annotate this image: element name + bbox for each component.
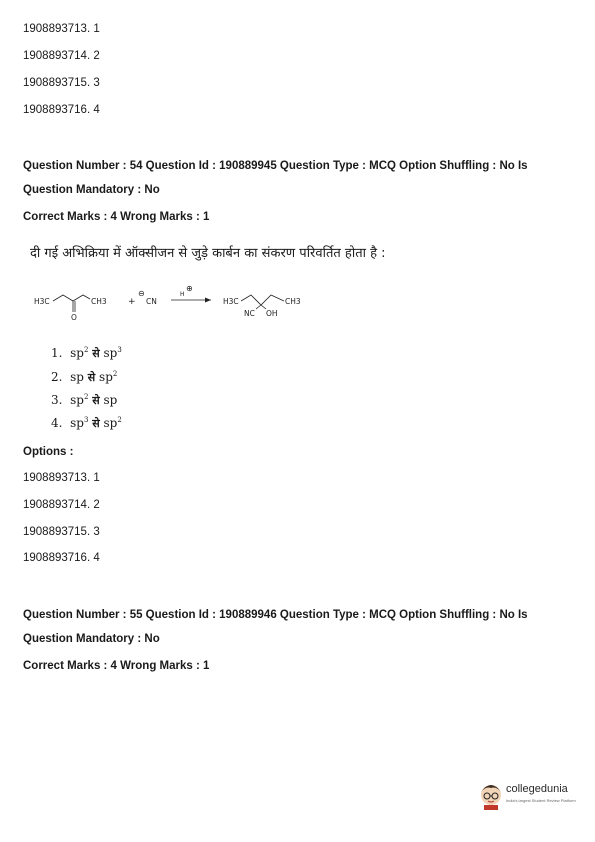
logo-name: collegedunia: [506, 783, 568, 795]
reactant-ch3: CH3: [91, 297, 107, 306]
cyanide: CN: [146, 297, 157, 306]
choice-3: 3. $sp^2$ से sp: [51, 393, 118, 407]
reactant-h3c: H3C: [34, 297, 50, 306]
option-line: 1908893713. 1: [23, 472, 100, 484]
reaction-scheme: [30, 278, 330, 330]
question-mandatory: Question Mandatory : No: [23, 633, 160, 645]
question-text: दी गई अभिक्रिया में ऑक्सीजन से जुड़े कार्बन का संकरण परिवर्तित होता है :: [30, 246, 386, 261]
option-line: 1908893716. 4: [23, 552, 100, 564]
product-oh: OH: [266, 309, 278, 318]
options-label: Options :: [23, 446, 74, 458]
reactant-o: O: [71, 313, 77, 322]
mascot-icon: [478, 780, 504, 810]
collegedunia-logo: [478, 778, 578, 812]
product-bonds: [241, 295, 284, 305]
question-header: Question Number : 54 Question Id : 190889945 Question Type : MCQ Option Shuffling : No Is: [23, 160, 528, 172]
product-ch3: CH3: [285, 297, 301, 306]
option-line: 1908893714. 2: [23, 50, 100, 62]
choice-2: 2. sp से $sp^2$: [51, 370, 118, 384]
plus-sign: +: [128, 297, 136, 307]
cn-charge: ⊖: [138, 289, 145, 298]
choice-1: 1. $sp^2$ से $sp^3$: [51, 346, 122, 360]
product-h3c: H3C: [223, 297, 239, 306]
question-mandatory: Question Mandatory : No: [23, 184, 160, 196]
option-line: 1908893716. 4: [23, 104, 100, 116]
option-line: 1908893714. 2: [23, 499, 100, 511]
option-line: 1908893715. 3: [23, 526, 100, 538]
catalyst-h: H: [180, 291, 185, 298]
question-marks: Correct Marks : 4 Wrong Marks : 1: [23, 660, 210, 672]
question-marks: Correct Marks : 4 Wrong Marks : 1: [23, 211, 210, 223]
reactant-bonds: [53, 295, 90, 301]
logo-tagline: India's largest Student Review Platform: [506, 798, 576, 803]
question-header: Question Number : 55 Question Id : 190889946 Question Type : MCQ Option Shuffling : No Is: [23, 609, 528, 621]
product-nc: NC: [244, 309, 255, 318]
option-line: 1908893713. 1: [23, 23, 100, 35]
choice-4: 4. $sp^3$ से $sp^2$: [51, 416, 122, 430]
option-line: 1908893715. 3: [23, 77, 100, 89]
catalyst-charge: ⊕: [186, 284, 193, 293]
